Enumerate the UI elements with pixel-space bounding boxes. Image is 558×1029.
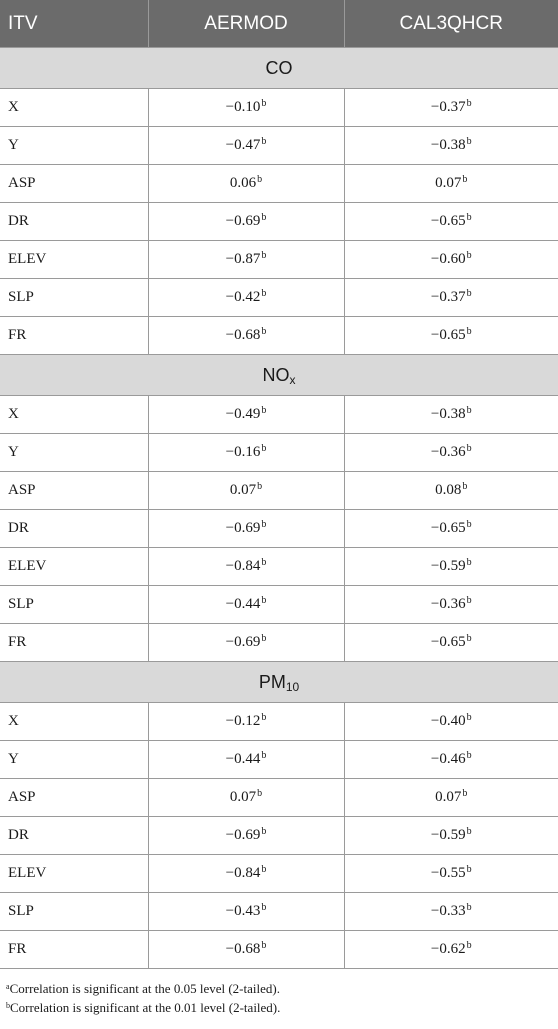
cal3qhcr-value: −0.62: [430, 941, 466, 957]
cal3qhcr-value-cell: [344, 279, 558, 317]
aermod-value: 0.06: [229, 175, 257, 191]
aermod-value-cell: [148, 817, 344, 855]
row-label: FR: [0, 931, 148, 969]
cal3qhcr-value: 0.08: [435, 482, 462, 498]
row-label: FR: [0, 624, 148, 662]
cal3qhcr-value: −0.38: [430, 137, 466, 153]
cal3qhcr-value-cell: [344, 548, 558, 586]
aermod-value: −0.47: [225, 137, 261, 153]
cal3qhcr-value-superscript: b: [466, 826, 472, 837]
cal3qhcr-value-superscript: b: [466, 864, 472, 875]
cal3qhcr-value-superscript: b: [466, 136, 472, 147]
cal3qhcr-value: −0.59: [430, 827, 466, 843]
header-aermod: AERMOD: [148, 0, 344, 48]
aermod-value-superscript: b: [261, 98, 267, 109]
cal3qhcr-value-superscript: b: [466, 326, 472, 337]
cal3qhcr-value-cell: [344, 127, 558, 165]
cal3qhcr-value-superscript: b: [462, 788, 468, 799]
aermod-value-superscript: b: [261, 405, 267, 416]
cal3qhcr-value: −0.33: [430, 903, 466, 919]
row-label: X: [0, 396, 148, 434]
aermod-value-cell: [148, 893, 344, 931]
cal3qhcr-value: −0.37: [430, 289, 466, 305]
row-label: X: [0, 703, 148, 741]
cal3qhcr-value-cell: [344, 624, 558, 662]
row-label: X: [0, 89, 148, 127]
footnote-mark: b: [6, 1001, 10, 1010]
cal3qhcr-value-cell: [344, 779, 558, 817]
header-itv: ITV: [0, 0, 148, 48]
table-row: [0, 703, 558, 741]
row-label: Y: [0, 741, 148, 779]
aermod-value-cell: [148, 703, 344, 741]
aermod-value-superscript: b: [261, 595, 267, 606]
footnotes: [0, 979, 558, 1017]
table-body: [0, 48, 558, 969]
cal3qhcr-value: −0.55: [430, 865, 466, 881]
cal3qhcr-value: −0.65: [430, 520, 466, 536]
aermod-value: −0.44: [225, 596, 261, 612]
header-cal3qhcr: CAL3QHCR: [344, 0, 558, 48]
section-title: [0, 355, 558, 396]
aermod-value: −0.49: [225, 406, 261, 422]
aermod-value-cell: [148, 624, 344, 662]
row-label: Y: [0, 127, 148, 165]
cal3qhcr-value-cell: [344, 893, 558, 931]
section-row: [0, 662, 558, 703]
aermod-value-cell: [148, 741, 344, 779]
aermod-value-superscript: b: [261, 712, 267, 723]
cal3qhcr-value-cell: [344, 931, 558, 969]
table-row: [0, 317, 558, 355]
row-label: DR: [0, 510, 148, 548]
cal3qhcr-value-cell: [344, 165, 558, 203]
cal3qhcr-value-cell: [344, 817, 558, 855]
cal3qhcr-value-cell: [344, 741, 558, 779]
cal3qhcr-value: −0.59: [430, 558, 466, 574]
aermod-value-cell: [148, 434, 344, 472]
cal3qhcr-value-superscript: b: [466, 633, 472, 644]
table-row: [0, 741, 558, 779]
cal3qhcr-value: −0.40: [430, 713, 466, 729]
aermod-value: −0.16: [225, 444, 261, 460]
table-row: [0, 472, 558, 510]
aermod-value: −0.87: [225, 251, 261, 267]
cal3qhcr-value-superscript: b: [466, 98, 472, 109]
cal3qhcr-value: 0.07: [435, 789, 462, 805]
section-row: [0, 48, 558, 89]
cal3qhcr-value-superscript: b: [462, 481, 468, 492]
section-title-text: PM: [258, 671, 286, 692]
aermod-value-superscript: b: [261, 557, 267, 568]
aermod-value-cell: [148, 586, 344, 624]
cal3qhcr-value: −0.65: [430, 213, 466, 229]
aermod-value-superscript: b: [261, 750, 267, 761]
aermod-value: −0.84: [225, 558, 261, 574]
aermod-value-superscript: b: [261, 288, 267, 299]
cal3qhcr-value: −0.46: [430, 751, 466, 767]
aermod-value: −0.10: [225, 99, 261, 115]
aermod-value-superscript: b: [261, 864, 267, 875]
cal3qhcr-value: −0.65: [430, 634, 466, 650]
table-row: [0, 779, 558, 817]
table-row: [0, 434, 558, 472]
aermod-value: −0.69: [225, 634, 261, 650]
table-row: [0, 510, 558, 548]
cal3qhcr-value-superscript: b: [466, 288, 472, 299]
aermod-value-superscript: b: [261, 212, 267, 223]
section-title: [0, 662, 558, 703]
section-title-text: NO: [262, 364, 290, 385]
aermod-value-superscript: b: [257, 788, 263, 799]
table-row: [0, 548, 558, 586]
aermod-value-superscript: b: [257, 174, 263, 185]
cal3qhcr-value-cell: [344, 472, 558, 510]
footnote-text: Correlation is significant at the 0.01 level (2-tailed).: [10, 1000, 281, 1015]
aermod-value-cell: [148, 472, 344, 510]
aermod-value-cell: [148, 89, 344, 127]
aermod-value-cell: [148, 279, 344, 317]
row-label: Y: [0, 434, 148, 472]
cal3qhcr-value-cell: [344, 855, 558, 893]
aermod-value-cell: [148, 241, 344, 279]
table-row: [0, 855, 558, 893]
table-row: [0, 396, 558, 434]
cal3qhcr-value-cell: [344, 241, 558, 279]
aermod-value-cell: [148, 396, 344, 434]
row-label: SLP: [0, 279, 148, 317]
cal3qhcr-value-superscript: b: [466, 443, 472, 454]
aermod-value: −0.68: [225, 327, 261, 343]
row-label: SLP: [0, 893, 148, 931]
section-title-text: CO: [265, 57, 293, 78]
cal3qhcr-value-cell: [344, 396, 558, 434]
table-row: [0, 624, 558, 662]
cal3qhcr-value: −0.65: [430, 327, 466, 343]
aermod-value-superscript: b: [261, 250, 267, 261]
row-label: ELEV: [0, 548, 148, 586]
aermod-value-superscript: b: [261, 326, 267, 337]
aermod-value-superscript: b: [261, 136, 267, 147]
cal3qhcr-value-superscript: b: [466, 405, 472, 416]
table-row: [0, 279, 558, 317]
aermod-value-cell: [148, 510, 344, 548]
cal3qhcr-value-superscript: b: [462, 174, 468, 185]
table-row: [0, 893, 558, 931]
cal3qhcr-value-cell: [344, 203, 558, 241]
cal3qhcr-value-superscript: b: [466, 250, 472, 261]
aermod-value: −0.69: [225, 213, 261, 229]
aermod-value: −0.84: [225, 865, 261, 881]
cal3qhcr-value-superscript: b: [466, 557, 472, 568]
header-row: [0, 0, 558, 48]
cal3qhcr-value-cell: [344, 434, 558, 472]
table-row: [0, 89, 558, 127]
aermod-value: −0.43: [225, 903, 261, 919]
cal3qhcr-value-cell: [344, 510, 558, 548]
section-title-subscript: 10: [285, 679, 300, 694]
row-label: ASP: [0, 165, 148, 203]
row-label: ASP: [0, 779, 148, 817]
row-label: FR: [0, 317, 148, 355]
aermod-value: −0.69: [225, 520, 261, 536]
section-title: [0, 48, 558, 89]
aermod-value: 0.07: [229, 789, 257, 805]
aermod-value-cell: [148, 203, 344, 241]
row-label: SLP: [0, 586, 148, 624]
table-row: [0, 817, 558, 855]
footnote-text: Correlation is significant at the 0.05 level (2-tailed).: [9, 981, 280, 996]
aermod-value: 0.07: [229, 482, 257, 498]
cal3qhcr-value-superscript: b: [466, 595, 472, 606]
aermod-value-superscript: b: [257, 481, 263, 492]
cal3qhcr-value-superscript: b: [466, 902, 472, 913]
aermod-value-cell: [148, 317, 344, 355]
aermod-value-cell: [148, 127, 344, 165]
cal3qhcr-value: −0.38: [430, 406, 466, 422]
section-title-subscript: x: [289, 372, 296, 387]
cal3qhcr-value-cell: [344, 703, 558, 741]
row-label: ELEV: [0, 855, 148, 893]
aermod-value-cell: [148, 779, 344, 817]
cal3qhcr-value: −0.60: [430, 251, 466, 267]
aermod-value: −0.68: [225, 941, 261, 957]
aermod-value-superscript: b: [261, 902, 267, 913]
cal3qhcr-value-superscript: b: [466, 212, 472, 223]
cal3qhcr-value-superscript: b: [466, 750, 472, 761]
aermod-value-superscript: b: [261, 826, 267, 837]
cal3qhcr-value-superscript: b: [466, 519, 472, 530]
section-row: [0, 355, 558, 396]
aermod-value-cell: [148, 931, 344, 969]
aermod-value: −0.69: [225, 827, 261, 843]
aermod-value-cell: [148, 855, 344, 893]
cal3qhcr-value-cell: [344, 586, 558, 624]
table-row: [0, 586, 558, 624]
row-label: DR: [0, 817, 148, 855]
aermod-value: −0.44: [225, 751, 261, 767]
cal3qhcr-value: −0.37: [430, 99, 466, 115]
table-row: [0, 165, 558, 203]
row-label: ELEV: [0, 241, 148, 279]
cal3qhcr-value-cell: [344, 317, 558, 355]
table-row: [0, 931, 558, 969]
cal3qhcr-value-superscript: b: [466, 712, 472, 723]
cal3qhcr-value: 0.07: [435, 175, 462, 191]
aermod-value: −0.42: [225, 289, 261, 305]
footnote: [6, 979, 558, 998]
footnote-mark: a: [6, 982, 10, 991]
aermod-value-superscript: b: [261, 519, 267, 530]
row-label: DR: [0, 203, 148, 241]
aermod-value-superscript: b: [261, 633, 267, 644]
table-row: [0, 127, 558, 165]
footnote: [6, 998, 558, 1017]
cal3qhcr-value-superscript: b: [466, 940, 472, 951]
cal3qhcr-value: −0.36: [430, 596, 466, 612]
aermod-value-superscript: b: [261, 443, 267, 454]
table-row: [0, 203, 558, 241]
table-row: [0, 241, 558, 279]
cal3qhcr-value: −0.36: [430, 444, 466, 460]
aermod-value-cell: [148, 548, 344, 586]
aermod-value-cell: [148, 165, 344, 203]
aermod-value-superscript: b: [261, 940, 267, 951]
row-label: ASP: [0, 472, 148, 510]
cal3qhcr-value-cell: [344, 89, 558, 127]
aermod-value: −0.12: [225, 713, 261, 729]
